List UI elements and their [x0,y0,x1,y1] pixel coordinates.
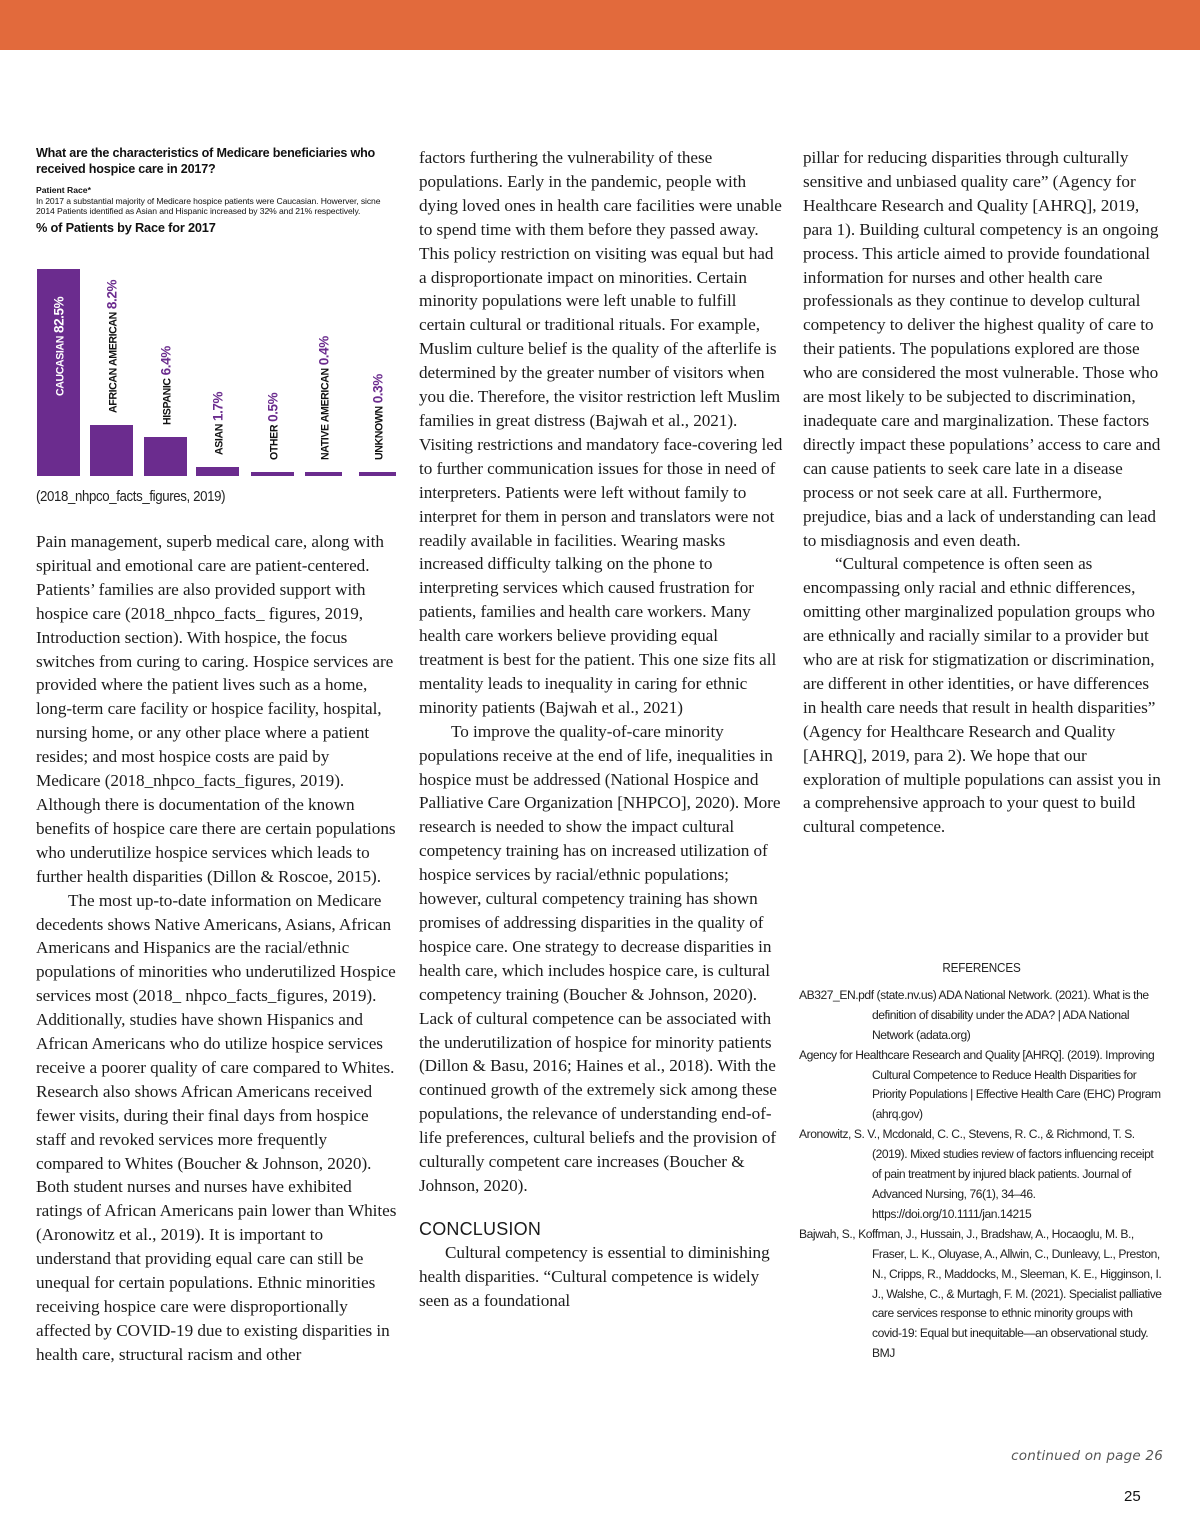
category-label: UNKNOWN [373,406,385,460]
column-1 [36,146,398,1364]
page-number: 25 [1124,1488,1141,1505]
references-title: REFERENCES [942,960,1021,975]
value-label: 6.4% [158,346,173,376]
infographic-subtitle: Patient Race* [36,185,91,195]
chart-bar-label [49,196,69,396]
paragraph: factors furthering the vulnerability of these populations. Early in the pandemic, people with dying loved ones in health care facilities were unable to spend time with them before they passed away. This policy restriction on visiting was equal but had a disproportionate impact on minorities. Certain minority populations were left unable to fulfill certain cultural or traditional rituals. For example, Muslim culture belief is the quality of the afterlife is determined by the greater number of visitors when you die. Therefore, the visitor restriction left Muslim families in great distress (Bajwah et al., 2021). Visiting restrictions and mandatory face-covering led to further communication issues for those in need of interpreters. Patients were left without family to interpret for them in person and translators were not readily available in facilities. Wearing masks increased difficulty talking on the phone to interpreting services which caused frustration for patients, families and health care workers. Many health care workers believe providing equal treatment is best for the patient. This one size fits all mentality leads to inequality in caring for ethnic minority patients (Bajwah et al., 2021) [419,148,783,717]
chart-bar [90,425,133,476]
value-label: 0.4% [316,336,331,366]
bar-chart [36,266,398,476]
chart-bar-label [368,260,388,460]
chart-title: % of Patients by Race for 2017 [36,219,216,235]
paragraph: pillar for reducing disparities through culturally sensitive and unbiased quality care” (Agency for Healthcare Research and Quality [AHRQ], 2019, para 1). Building cultural competency is an ongoing process. This article aimed to provide foundational information for nurses and other health care professionals as they continue to develop cultural competency to deliver the highest quality of care to their patients. The populations explored are those who are considered the most vulnerable. Those who are most likely to be subjected to discrimination, inadequate care and marginalization. These factors directly impact these populations’ access to care and can cause patients to seek care late in a disease process or not seek care at all. Furthermore, prejudice, bias and a lack of understanding can lead to misdiagnosis and even death. [803,148,1161,550]
category-label: AFRICAN AMERICAN [107,312,119,413]
chart-bar [196,467,239,476]
reference-item: Bajwah, S., Koffman, J., Hussain, J., Bradshaw, A., Hocaoglu, M. B., Fraser, L. K., Oluyase, A., Allwin, C., Dunleavy, L., Preston, N., Cripps, R., Maddocks, M., Sleeman, K. E., Higginson, I. J., Walshe, C., & Murtagh, F. M. (2021). Specialist palliative care services response to ethnic minority groups with covid-19: Equal but inequitable—an observational study. BMJ [799,1226,1162,1361]
chart-bar [359,472,396,476]
paragraph: The most up-to-date information on Medicare decedents shows Native Americans, Asians, African Americans and Hispanics are the racial/ethnic populations of minorities who underutilized Hospice services most (2018_ nhpco_facts_figures, 2019). Additionally, studies have shown Hispanics and African Americans who do utilize hospice services receive a poorer quality of care compared to Whites. Research also shows African Americans received fewer visits, during their final days from hospice staff and revoked services more frequently compared to Whites (Boucher & Johnson, 2020). Both student nurses and nurses have exhibited ratings of African Americans pain lower than Whites (Aronowitz et al., 2019). It is important to understand that providing equal care can still be unequal for certain populations. Ethnic minorities receiving hospice care were disproportionally affected by COVID-19 due to existing disparities in health care, structural racism and other [36,890,397,1364]
header-color-bar [0,0,1200,50]
value-label: 0.5% [265,392,280,422]
column-2 [419,146,785,1313]
chart-bar-label [314,260,334,460]
continued-note: continued on page 26 [1011,1448,1163,1464]
category-label: HISPANIC [161,378,173,425]
chart-bar-label [102,213,122,413]
value-label: 82.5% [51,296,66,334]
reference-item: Aronowitz, S. V., Mcdonald, C. C., Stevens, R. C., & Richmond, T. S. (2019). Mixed studies review of factors influencing receipt of pain treatment by injured black patients. Journal of Advanced Nursing, 76(1), 34–46. https://doi.org/10.1111/jan.14215 [799,1127,1154,1221]
category-label: ASIAN [213,424,225,455]
paragraph: To improve the quality-of-care minority populations receive at the end of life, inequalities in hospice must be addressed (National Hospice and Palliative Care Organization [NHPCO], 2020). More research is needed to show the impact cultural competency training has on increased utilization of hospice services by racial/ethnic populations; however, cultural competency training has shown promises of addressing disparities in the quality of hospice care. One strategy to decrease disparities in health care, which includes hospice care, is cultural competency training (Boucher & Johnson, 2020). Lack of cultural competence can be associated with the underutilization of hospice for minority patients (Dillon & Basu, 2016; Haines et al., 2018). With the continued growth of the extremely sick among these populations, the relevance of understanding end-of-life preferences, cultural beliefs and the provision of culturally competent care increases (Boucher & Johnson, 2020). [419,721,781,1195]
category-label: NATIVE AMERICAN [319,368,331,460]
reference-item: Agency for Healthcare Research and Quality [AHRQ]. (2019). Improving Cultural Competence to Reduce Health Disparities for Priority Populations | Effective Health Care (EHC) Program (ahrq.gov) [799,1047,1161,1122]
chart-source: (2018_nhpco_facts_figures, 2019) [36,489,226,505]
paragraph: “Cultural competence is often seen as encompassing only racial and ethnic differences, omitting other marginalized population groups who are ethnically and racially similar to a provider but who are at risk for stigmatization or discrimination, are different in other identities, or have differences in health care needs that result in health disparities” (Agency for Healthcare Research and Quality [AHRQ], 2019, para 2). We hope that our exploration of multiple populations can assist you in a comprehensive approach to your quest to build cultural competence. [803,554,1161,837]
infographic-title: What are the characteristics of Medicare beneficiaries who received hospice care in 2017? [36,146,376,176]
column-1-body [36,530,398,1367]
value-label: 8.2% [104,279,119,310]
conclusion-heading: CONCLUSION [419,1218,542,1239]
paragraph: Pain management, superb medical care, along with spiritual and emotional care are patient-centered. Patients’ families are also provided support with hospice care (2018_nhpco_facts_ figures, 2019, Introduction section). With hospice, the focus switches from curing to caring. Hospice services are provided where the patient lives such as a home, long-term care facility or hospice facility, hospital, nursing home, or any other place where a patient resides; and most hospice costs are paid by Medicare (2018_nhpco_facts_figures, 2019). Although there is documentation of the known benefits of hospice care there are certain populations who underutilize hospice services which leads to further health disparities (Dillon & Roscoe, 2015). [36,532,396,886]
paragraph: Cultural competency is essential to diminishing health disparities. “Cultural competence is widely seen as a foundational [419,1242,770,1310]
value-label: 0.3% [370,374,385,404]
chart-bar-label [263,260,283,460]
value-label: 1.7% [210,391,225,422]
chart-bar [305,472,342,476]
chart-bar-label [156,225,176,425]
category-label: OTHER [268,424,280,460]
category-label: CAUCASIAN [54,336,66,396]
chart-bar [144,437,187,476]
reference-item: AB327_EN.pdf (state.nv.us) ADA National Network. (2021). What is the definition of disability under the ADA? | ADA National Network (adata.org) [799,987,1149,1042]
references-section [799,958,1164,1364]
chart-bar [251,472,294,476]
chart-bar-label [208,255,228,455]
column-3 [803,146,1165,839]
infographic-description: In 2017 a substantial majority of Medicare hospice patients were Caucasian. Howerver, sicne 2014 Patients identified as Asian and Hispanic increased by 32% and 21% respectively. [36,196,381,217]
